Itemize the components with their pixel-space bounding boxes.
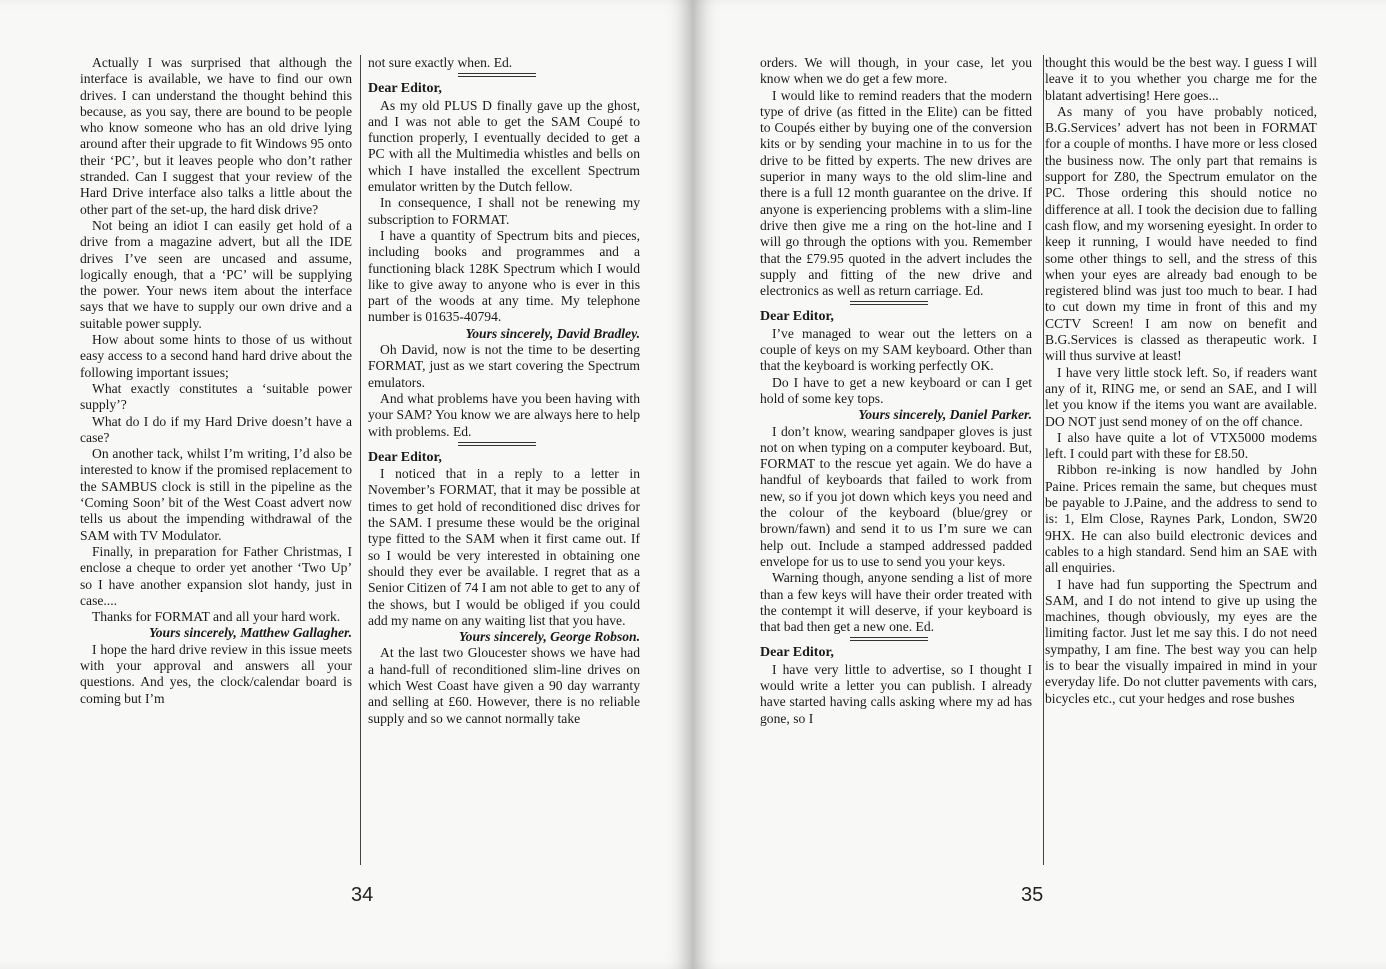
paragraph: And what problems have you been having with your SAM? You know we are always here to help with problems. Ed. xyxy=(368,390,640,439)
paragraph: not sure exactly when. Ed. xyxy=(368,55,513,70)
paragraph: Ribbon re-inking is now handled by John Paine. Prices remain the same, but cheques must be payable to J.Paine, and the address to send to is: 1, Elm Close, Raynes Park, London, SW20 9HX. He can also build electronic devices and cables to a high standard. Send him an SAE with all enquiries. xyxy=(1045,462,1317,576)
paragraph: What do I do if my Hard Drive doesn’t have a case? xyxy=(80,413,352,445)
paragraph: What exactly constitutes a ‘suitable power supply’? xyxy=(80,380,352,413)
paragraph: I have a quantity of Spectrum bits and pieces, including books and programmes and a functioning black 128K Spectrum which I would like to give away to anyone who is ever in this part of the woods at any time. My telephone number is 01635-40794. xyxy=(368,227,640,325)
paragraph: I have had fun supporting the Spectrum and SAM, and I do not intend to give up using the machines, though obviously, my eyes are the limiting factor. Just let me say this. I do not need sympathy, I am fine. The best way you can help is to bear the visually impaired in mind in your everyday life. Do not clutter pavements with cars, bicycles etc., cut your hedges and rose bushes xyxy=(1045,576,1317,706)
column-divider xyxy=(360,55,361,865)
paragraph: How about some hints to those of us without easy access to a second hand hard drive about the following important issues; xyxy=(80,332,352,380)
paragraph: I have very little to advertise, so I thought I would write a letter you can publish. I already have started having calls asking where my ad has gone, so I xyxy=(760,661,1032,726)
page-number-right: 35 xyxy=(1021,884,1044,906)
paragraph: I hope the hard drive review in this issue meets with your approval and answers all your questions. And yes, the clock/calendar board is coming but I’m xyxy=(80,641,352,706)
letter-signature: Yours sincerely, George Robson. xyxy=(458,629,640,645)
section-rule xyxy=(458,73,536,77)
page-right-column-1 xyxy=(760,55,1032,865)
paragraph: Finally, in preparation for Father Christmas, I enclose a cheque to order yet another ‘Two Up’ so I have another expansion slot handy, just in case.... xyxy=(80,543,352,608)
section-rule xyxy=(850,637,928,641)
paragraph: I’ve managed to wear out the letters on a couple of keys on my SAM keyboard. Other than that the keyboard is working perfectly OK. xyxy=(760,325,1032,374)
paragraph: As my old PLUS D finally gave up the ghost, and I was not able to get the SAM Coupé to function properly, I eventually decided to get a PC with all the Multimedia whistles and bells on which I have installed the excellent Spectrum emulator written by the Dutch fellow. xyxy=(368,97,640,195)
paragraph: Oh David, now is not the time to be deserting FORMAT, just as we start covering the Spectrum emulators. xyxy=(368,342,640,390)
letter-heading: Dear Editor, xyxy=(368,449,442,465)
paragraph: Not being an idiot I can easily get hold of a drive from a magazine advert, but all the IDE drives I’ve seen are uncased and assume, logically enough, that a ‘PC’ will be supplying the power. Your news item about the interface says that we have to supply our own drive and a suitable power supply. xyxy=(80,217,352,331)
letter-signature: Yours sincerely, David Bradley. xyxy=(465,325,640,341)
section-rule xyxy=(850,301,928,305)
letter-signature: Yours sincerely, Daniel Parker. xyxy=(858,407,1032,423)
paragraph: I noticed that in a reply to a letter in November’s FORMAT, that it may be possible at times to get hold of reconditioned disc drives for the SAM. I presume these would be the original type fitted to the SAM when it first came out. If so I would be very interested in obtaining one should they ever be available. I regret that as a Senior Citizen of 74 I am not able to get to any of the shows, but I would be obliged if you could add my name on any waiting list that you have. xyxy=(368,466,640,628)
paragraph: Thanks for FORMAT and all your hard work. xyxy=(92,609,341,625)
paragraph: At the last two Gloucester shows we have had a hand-full of reconditioned slim-line drives on which West Coast have given a 90 day warranty and selling at £60. However, there is no reliable supply and so we cannot normally take xyxy=(368,645,640,726)
page-right xyxy=(693,0,1386,969)
page-left-column-1 xyxy=(80,55,352,865)
letter-signature: Yours sincerely, Matthew Gallagher. xyxy=(148,625,352,641)
paragraph: I would like to remind readers that the modern type of drive (as fitted in the Elite) can be fitted to Coupés either by buying one of the conversion kits or by sending your machine in to us for the drive to be fitted by experts. The new drives are superior in many ways to the old slim-line and there is a full 12 month guarantee on the drive. If anyone is experiencing problems with a slim-line drive then give me a ring on the hot-line and I will go through the options with you. Remember that the £79.95 quoted in the advert includes the supply and fitting of the new drive and electronics as well as return carriage. Ed. xyxy=(760,87,1032,299)
letter-heading: Dear Editor, xyxy=(368,81,442,97)
paragraph: I also have quite a lot of VTX5000 modems left. I could part with these for £8.50. xyxy=(1045,429,1317,462)
column-divider xyxy=(1043,55,1044,865)
letter-heading: Dear Editor, xyxy=(760,645,834,661)
paragraph: As many of you have probably noticed, B.G.Services’ advert has not been in FORMAT for a couple of months. I have more or less closed the business now. The only part that remains is support for Z80, the Spectrum emulator on the PC. Those ordering this should notice no difference at all. I took the decision due to falling cash flow, and my worsening eyesight. In order to keep it running, I would have needed to find some other things to sell, and the stress of this when your eyes are already bad enough to be registered blind was just too much to bear. I had to cut down my time in front of this and my CCTV Screen! I am now on benefit and B.G.Services is classed as therapeutic work. I will thus survive at least! xyxy=(1045,103,1317,364)
page-right-column-2 xyxy=(1045,55,1317,865)
page-number-left: 34 xyxy=(351,884,374,906)
paragraph: I have very little stock left. So, if readers want any of it, RING me, or send an SAE, and I will let you know if the items you want are available. DO NOT just send money of on the off chance. xyxy=(1045,364,1317,429)
paragraph: Warning though, anyone sending a list of more than a few keys will have their order treated with the contempt it will deserve, if your keyboard is that bad then get a new one. Ed. xyxy=(760,570,1032,635)
letter-heading: Dear Editor, xyxy=(760,309,834,325)
paragraph: orders. We will though, in your case, let you know when we do get a few more. xyxy=(760,55,1032,87)
paragraph: In consequence, I shall not be renewing my subscription to FORMAT. xyxy=(368,195,640,227)
paragraph: thought this would be the best way. I guess I will leave it to you whether you charge me for the blatant advertising! Here goes... xyxy=(1045,55,1317,103)
paragraph: Do I have to get a new keyboard or can I get hold of some key tops. xyxy=(760,374,1032,406)
page-left-column-2 xyxy=(368,55,640,865)
paragraph: On another tack, whilst I’m writing, I’d also be interested to know if the promised replacement to the SAMBUS clock is still in the pipeline as the ‘Coming Soon’ bit of the West Coast advert now tells us about the impending withdrawal of the SAM with TV Modulator. xyxy=(80,446,352,543)
paragraph: I don’t know, wearing sandpaper gloves is just not on when typing on a computer keyboard. But, FORMAT to the rescue yet again. We do have a handful of keyboards that failed to work from new, so if you jot down which keys you need and the colour of the keyboard (blue/grey or brown/fawn) and send it to us I’m sure we can help out. Include a stamped addressed padded envelope for us to use to send you your keys. xyxy=(760,423,1032,569)
paragraph: Actually I was surprised that although the interface is available, we have to find our own drives. I can understand the thought behind this because, as you say, there are bound to be people who know someone who has an old drive lying around after their upgrade to fit Windows 95 onto their ‘PC’, but it leaves people who don’t rather stranded. Can I suggest that your review of the Hard Drive interface also talks a little about the other part of the set-up, the hard disk drive? xyxy=(80,55,352,217)
section-rule xyxy=(458,442,536,446)
